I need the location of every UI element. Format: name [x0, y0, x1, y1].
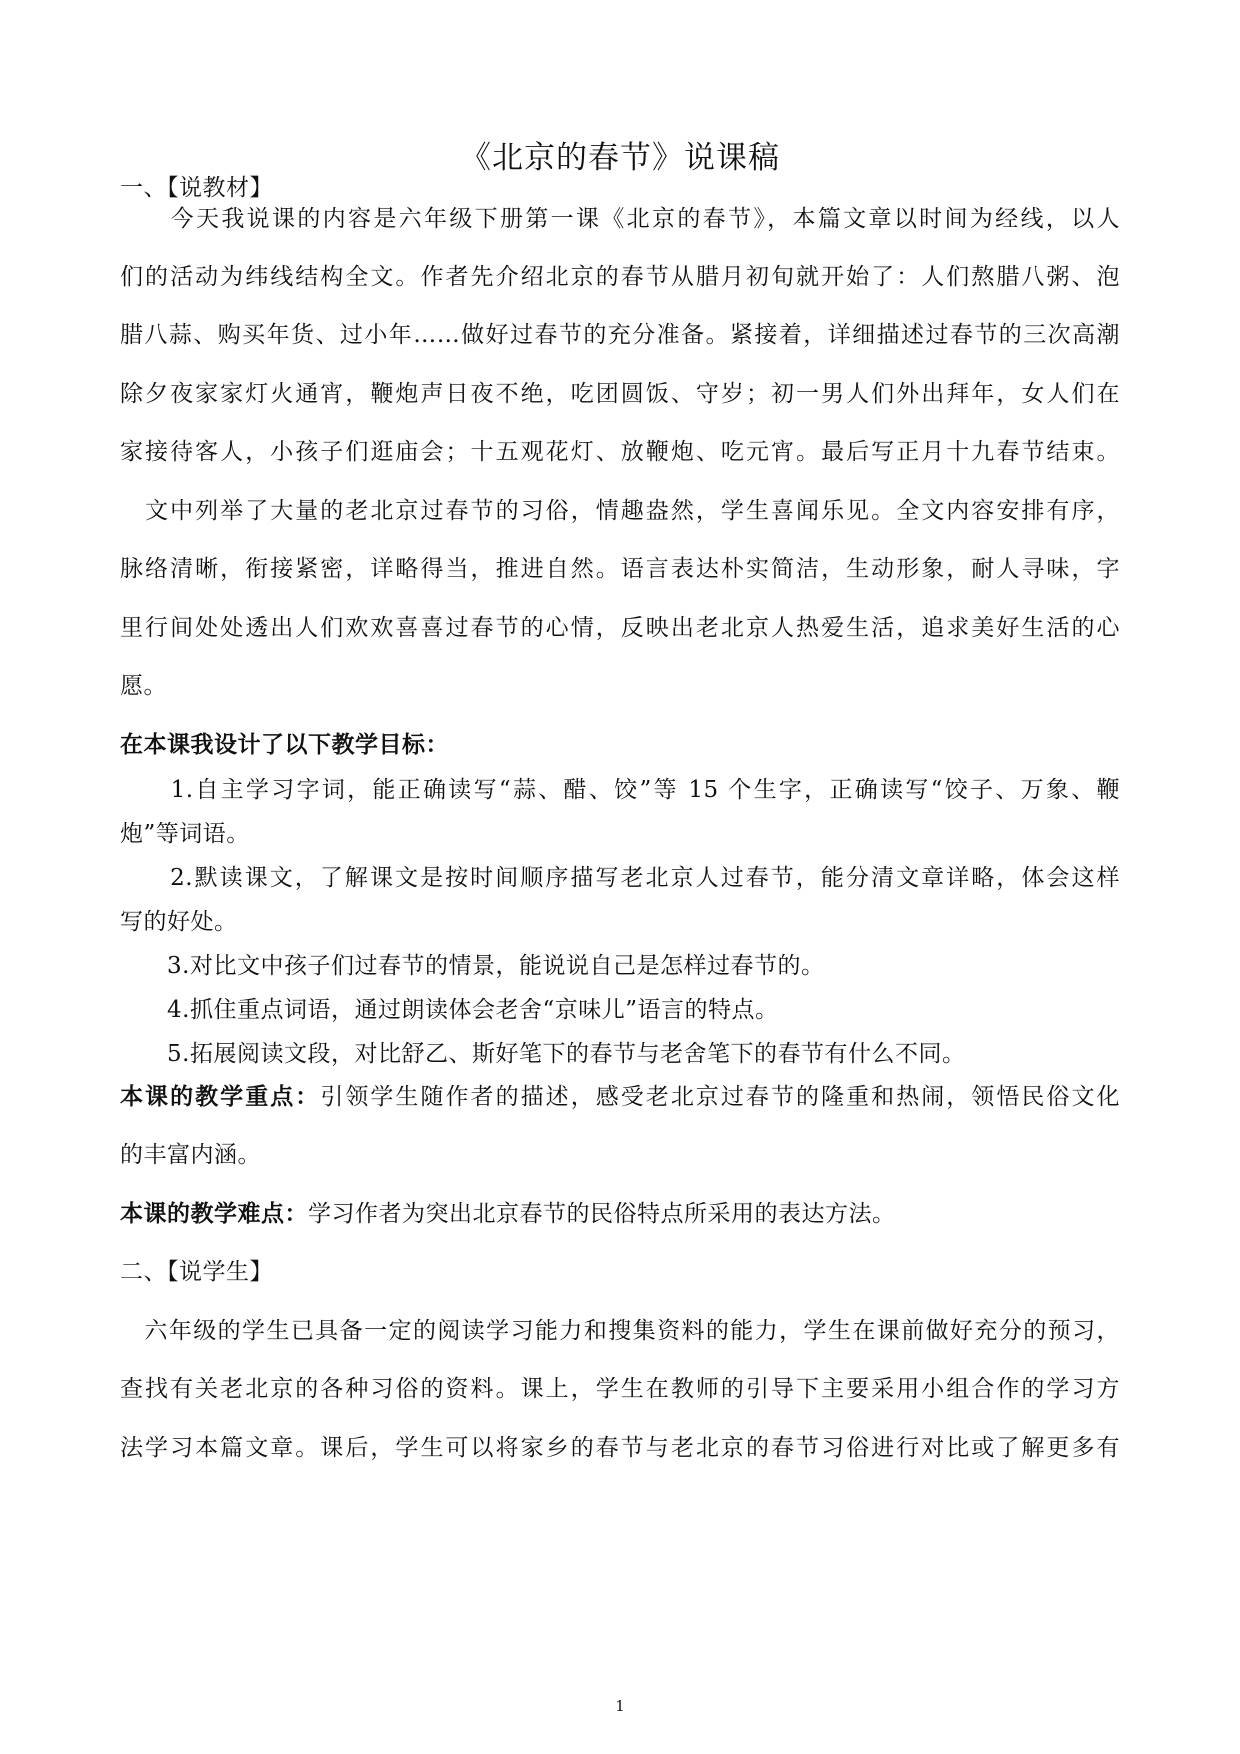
key-point-label: 本课的教学重点： [120, 1083, 321, 1110]
section2-line-2: 查找有关老北京的各种习俗的资料。课上，学生在教师的引导下主要采用小组合作的学习方 [120, 1376, 1120, 1402]
key-point-text: 引领学生随作者的描述，感受老北京过春节的隆重和热闹，领悟民俗文化 [320, 1084, 1121, 1110]
goal-line-5: 3.对比文中孩子们过春节的情景，能说说自己是怎样过春节的。 [120, 953, 825, 979]
difficulty-text: 学习作者为突出北京春节的民俗特点所采用的表达方法。 [308, 1201, 896, 1227]
para2-line-2: 脉络清晰，衔接紧密，详略得当，推进自然。语言表达朴实简洁，生动形象，耐人寻味，字 [120, 556, 1120, 582]
section2-heading: 二、【说学生】 [120, 1259, 273, 1285]
section2-line-3: 法学习本篇文章。课后，学生可以将家乡的春节与老北京的春节习俗进行对比或了解更多有 [120, 1435, 1120, 1461]
para2-line-1: 文中列举了大量的老北京过春节的习俗，情趣盎然，学生喜闻乐见。全文内容安排有序， [120, 498, 1120, 524]
para2-line-3: 里行间处处透出人们欢欢喜喜过春节的心情，反映出老北京人热爱生活，追求美好生活的心 [120, 615, 1120, 641]
goals-heading: 在本课我设计了以下教学目标： [120, 731, 449, 758]
para1-line-2: 们的活动为纬线结构全文。作者先介绍北京的春节从腊月初旬就开始了：人们熬腊八粥、泡 [120, 264, 1120, 290]
key-point-line-2: 的丰富内涵。 [120, 1142, 261, 1168]
goal-line-3: 2.默读课文，了解课文是按时间顺序描写老北京人过春节，能分清文章详略，体会这样 [120, 865, 1120, 891]
para1-line-4: 除夕夜家家灯火通宵，鞭炮声日夜不绝，吃团圆饭、守岁；初一男人们外出拜年，女人们在 [120, 381, 1120, 407]
para1-line-3: 腊八蒜、购买年货、过小年……做好过春节的充分准备。紧接着，详细描述过春节的三次高潮 [120, 322, 1120, 348]
para2-line-4: 愿。 [120, 673, 167, 699]
page-number: 1 [615, 1697, 625, 1715]
page-title: 《北京的春节》说课稿 [460, 140, 780, 176]
para1-line-5: 家接待客人，小孩子们逛庙会；十五观花灯、放鞭炮、吃元宵。最后写正月十九春节结束。 [120, 439, 1120, 465]
goal-line-2: 炮”等词语。 [120, 821, 250, 847]
difficulty-label: 本课的教学难点： [120, 1200, 308, 1227]
para1-line-1: 今天我说课的内容是六年级下册第一课《北京的春节》，本篇文章以时间为经线，以人 [120, 206, 1120, 232]
goal-line-1: 1.自主学习字词，能正确读写“蒜、醋、饺”等 15 个生字，正确读写“饺子、万象、鞭 [120, 777, 1120, 803]
difficulty-line [120, 1198, 896, 1230]
key-point-line [120, 1081, 1120, 1113]
section1-heading: 一、【说教材】 [120, 175, 273, 201]
goal-line-4: 写的好处。 [120, 909, 238, 935]
goal-line-6: 4.抓住重点词语，通过朗读体会老舍“京味儿”语言的特点。 [120, 997, 779, 1023]
goal-line-7: 5.拓展阅读文段，对比舒乙、斯好笔下的春节与老舍笔下的春节有什么不同。 [120, 1041, 966, 1067]
section2-line-1: 六年级的学生已具备一定的阅读学习能力和搜集资料的能力，学生在课前做好充分的预习， [120, 1318, 1120, 1344]
